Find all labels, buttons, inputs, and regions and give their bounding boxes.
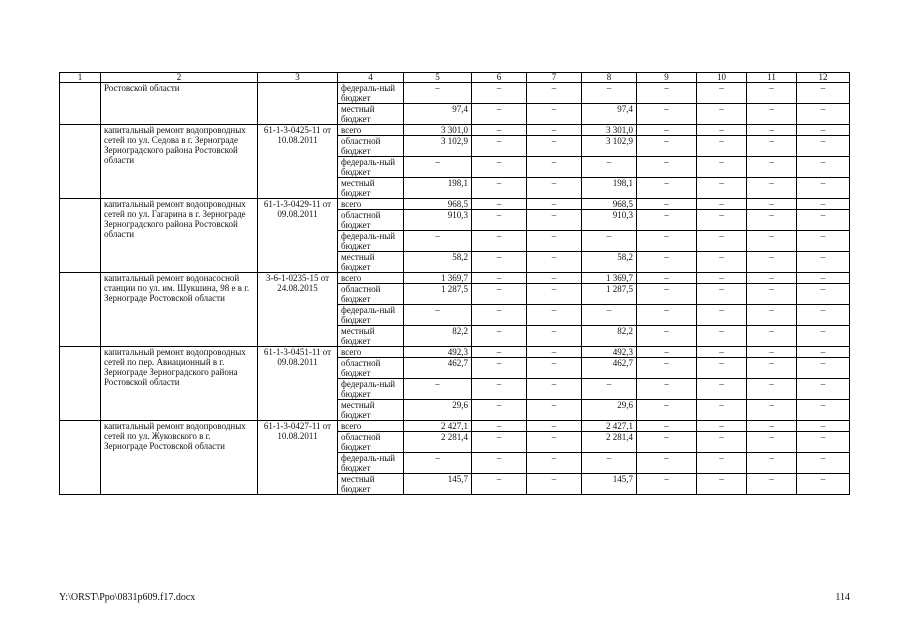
- value-cell-5: 968,5: [404, 199, 472, 210]
- value-cell-10: –: [697, 432, 747, 453]
- value-cell-12: –: [797, 157, 850, 178]
- value-cell-12: –: [797, 326, 850, 347]
- value-cell-7: –: [527, 104, 582, 125]
- value-cell-11: –: [747, 421, 797, 432]
- col-header-5: 5: [404, 73, 472, 83]
- value-cell-10: –: [697, 305, 747, 326]
- funding-source-cell: местный бюджет: [338, 178, 404, 199]
- value-cell-7: –: [527, 252, 582, 273]
- value-cell-11: –: [747, 358, 797, 379]
- funding-source-cell: всего: [338, 125, 404, 136]
- value-cell-9: –: [637, 252, 697, 273]
- value-cell-7: –: [527, 400, 582, 421]
- value-cell-12: –: [797, 379, 850, 400]
- value-cell-5: 2 281,4: [404, 432, 472, 453]
- project-code-cell: 61-1-3-0425-11 от 10.08.2011: [258, 125, 338, 199]
- value-cell-9: –: [637, 358, 697, 379]
- value-cell-5: 3 301,0: [404, 125, 472, 136]
- value-cell-11: –: [747, 326, 797, 347]
- object-name-cell: капитальный ремонт водопроводных сетей по пер. Авиационный в г. Зернограде Зерноградского района Ростовской области: [101, 347, 258, 421]
- table-row: [60, 347, 850, 358]
- budget-table: [59, 72, 850, 495]
- funding-source-cell: федераль-ный бюджет: [338, 305, 404, 326]
- value-cell-5: –: [404, 379, 472, 400]
- value-cell-10: –: [697, 284, 747, 305]
- value-cell-6: –: [472, 474, 527, 495]
- col-header-9: 9: [637, 73, 697, 83]
- value-cell-5: 97,4: [404, 104, 472, 125]
- value-cell-7: –: [527, 210, 582, 231]
- value-cell-9: –: [637, 273, 697, 284]
- value-cell-7: –: [527, 326, 582, 347]
- value-cell-6: –: [472, 453, 527, 474]
- project-code-cell: 3-6-1-0235-15 от 24.08.2015: [258, 273, 338, 347]
- funding-source-cell: местный бюджет: [338, 400, 404, 421]
- funding-source-cell: местный бюджет: [338, 252, 404, 273]
- table-row: [60, 83, 850, 104]
- col-header-6: 6: [472, 73, 527, 83]
- value-cell-12: –: [797, 305, 850, 326]
- col-header-10: 10: [697, 73, 747, 83]
- funding-source-cell: всего: [338, 347, 404, 358]
- funding-source-cell: всего: [338, 273, 404, 284]
- table-row: [60, 273, 850, 284]
- value-cell-9: –: [637, 157, 697, 178]
- value-cell-8: 1 369,7: [582, 273, 637, 284]
- value-cell-11: –: [747, 347, 797, 358]
- value-cell-12: –: [797, 252, 850, 273]
- value-cell-5: –: [404, 453, 472, 474]
- value-cell-8: 2 281,4: [582, 432, 637, 453]
- value-cell-8: 198,1: [582, 178, 637, 199]
- table-row: [60, 125, 850, 136]
- value-cell-7: –: [527, 231, 582, 252]
- value-cell-9: –: [637, 178, 697, 199]
- value-cell-10: –: [697, 157, 747, 178]
- value-cell-9: –: [637, 326, 697, 347]
- value-cell-10: –: [697, 347, 747, 358]
- value-cell-6: –: [472, 252, 527, 273]
- value-cell-12: –: [797, 104, 850, 125]
- value-cell-11: –: [747, 453, 797, 474]
- value-cell-8: –: [582, 157, 637, 178]
- value-cell-10: –: [697, 252, 747, 273]
- value-cell-5: 462,7: [404, 358, 472, 379]
- value-cell-6: –: [472, 347, 527, 358]
- value-cell-7: –: [527, 284, 582, 305]
- value-cell-8: 1 287,5: [582, 284, 637, 305]
- value-cell-10: –: [697, 326, 747, 347]
- value-cell-10: –: [697, 83, 747, 104]
- value-cell-10: –: [697, 421, 747, 432]
- value-cell-6: –: [472, 421, 527, 432]
- value-cell-5: 29,6: [404, 400, 472, 421]
- value-cell-12: –: [797, 400, 850, 421]
- value-cell-9: –: [637, 453, 697, 474]
- value-cell-9: –: [637, 421, 697, 432]
- value-cell-9: –: [637, 474, 697, 495]
- value-cell-10: –: [697, 379, 747, 400]
- value-cell-12: –: [797, 358, 850, 379]
- value-cell-9: –: [637, 125, 697, 136]
- row-number-cell: [60, 125, 101, 199]
- value-cell-12: –: [797, 210, 850, 231]
- funding-source-cell: федераль-ный бюджет: [338, 453, 404, 474]
- col-header-8: 8: [582, 73, 637, 83]
- project-code-cell: 61-1-3-0429-11 от 09.08.2011: [258, 199, 338, 273]
- value-cell-12: –: [797, 474, 850, 495]
- value-cell-5: 82,2: [404, 326, 472, 347]
- value-cell-8: 29,6: [582, 400, 637, 421]
- value-cell-7: –: [527, 421, 582, 432]
- value-cell-11: –: [747, 136, 797, 157]
- value-cell-6: –: [472, 326, 527, 347]
- value-cell-5: 145,7: [404, 474, 472, 495]
- row-number-cell: [60, 83, 101, 125]
- table-row: [60, 421, 850, 432]
- value-cell-7: –: [527, 474, 582, 495]
- value-cell-11: –: [747, 432, 797, 453]
- value-cell-10: –: [697, 199, 747, 210]
- value-cell-10: –: [697, 453, 747, 474]
- value-cell-8: –: [582, 453, 637, 474]
- value-cell-7: –: [527, 358, 582, 379]
- value-cell-8: 910,3: [582, 210, 637, 231]
- object-name-cell: капитальный ремонт водопроводных сетей по ул. Седова в г. Зернограде Зерноградского района Ростовской области: [101, 125, 258, 199]
- value-cell-7: –: [527, 157, 582, 178]
- value-cell-11: –: [747, 400, 797, 421]
- value-cell-10: –: [697, 400, 747, 421]
- value-cell-7: –: [527, 125, 582, 136]
- document-file-path: Y:\ORST\Ppo\0831p609.f17.docx: [59, 592, 196, 603]
- value-cell-12: –: [797, 199, 850, 210]
- value-cell-11: –: [747, 210, 797, 231]
- value-cell-8: 145,7: [582, 474, 637, 495]
- value-cell-9: –: [637, 83, 697, 104]
- value-cell-8: 58,2: [582, 252, 637, 273]
- col-header-7: 7: [527, 73, 582, 83]
- value-cell-5: 1 369,7: [404, 273, 472, 284]
- value-cell-6: –: [472, 104, 527, 125]
- value-cell-9: –: [637, 347, 697, 358]
- project-code-cell: [258, 83, 338, 125]
- value-cell-7: –: [527, 347, 582, 358]
- value-cell-10: –: [697, 125, 747, 136]
- row-number-cell: [60, 347, 101, 421]
- value-cell-9: –: [637, 305, 697, 326]
- value-cell-11: –: [747, 83, 797, 104]
- value-cell-11: –: [747, 199, 797, 210]
- funding-source-cell: федераль-ный бюджет: [338, 83, 404, 104]
- value-cell-8: 968,5: [582, 199, 637, 210]
- col-header-11: 11: [747, 73, 797, 83]
- row-number-cell: [60, 199, 101, 273]
- value-cell-5: 492,3: [404, 347, 472, 358]
- value-cell-12: –: [797, 421, 850, 432]
- value-cell-11: –: [747, 157, 797, 178]
- funding-source-cell: федераль-ный бюджет: [338, 231, 404, 252]
- value-cell-12: –: [797, 231, 850, 252]
- project-code-cell: 61-1-3-0427-11 от 10.08.2011: [258, 421, 338, 495]
- value-cell-6: –: [472, 199, 527, 210]
- value-cell-9: –: [637, 400, 697, 421]
- value-cell-12: –: [797, 125, 850, 136]
- value-cell-9: –: [637, 104, 697, 125]
- value-cell-6: –: [472, 400, 527, 421]
- value-cell-8: 97,4: [582, 104, 637, 125]
- row-number-cell: [60, 421, 101, 495]
- value-cell-8: 82,2: [582, 326, 637, 347]
- value-cell-10: –: [697, 231, 747, 252]
- value-cell-6: –: [472, 379, 527, 400]
- value-cell-6: –: [472, 273, 527, 284]
- value-cell-9: –: [637, 210, 697, 231]
- value-cell-9: –: [637, 136, 697, 157]
- value-cell-5: 1 287,5: [404, 284, 472, 305]
- value-cell-9: –: [637, 379, 697, 400]
- value-cell-10: –: [697, 273, 747, 284]
- funding-source-cell: федераль-ный бюджет: [338, 157, 404, 178]
- funding-source-cell: всего: [338, 199, 404, 210]
- col-header-12: 12: [797, 73, 850, 83]
- value-cell-5: –: [404, 231, 472, 252]
- col-header-2: 2: [101, 73, 258, 83]
- value-cell-8: 3 301,0: [582, 125, 637, 136]
- value-cell-6: –: [472, 284, 527, 305]
- value-cell-6: –: [472, 136, 527, 157]
- col-header-4: 4: [338, 73, 404, 83]
- value-cell-12: –: [797, 453, 850, 474]
- value-cell-6: –: [472, 83, 527, 104]
- value-cell-9: –: [637, 284, 697, 305]
- value-cell-11: –: [747, 252, 797, 273]
- value-cell-11: –: [747, 125, 797, 136]
- object-name-cell: капитальный ремонт водопроводных сетей по ул. Жуковского в г. Зернограде Ростовской области: [101, 421, 258, 495]
- value-cell-10: –: [697, 210, 747, 231]
- value-cell-12: –: [797, 347, 850, 358]
- value-cell-6: –: [472, 210, 527, 231]
- value-cell-5: 3 102,9: [404, 136, 472, 157]
- object-name-cell: капитальный ремонт водонасосной станции по ул. им. Шукшина, 98 е в г. Зернограде Ростовской области: [101, 273, 258, 347]
- value-cell-11: –: [747, 178, 797, 199]
- col-header-3: 3: [258, 73, 338, 83]
- value-cell-8: –: [582, 305, 637, 326]
- funding-source-cell: областной бюджет: [338, 284, 404, 305]
- value-cell-11: –: [747, 474, 797, 495]
- funding-source-cell: всего: [338, 421, 404, 432]
- value-cell-6: –: [472, 178, 527, 199]
- value-cell-6: –: [472, 157, 527, 178]
- project-code-cell: 61-1-3-0451-11 от 09.08.2011: [258, 347, 338, 421]
- value-cell-6: –: [472, 432, 527, 453]
- col-header-1: 1: [60, 73, 101, 83]
- object-name-cell: капитальный ремонт водопроводных сетей по ул. Гагарина в г. Зернограде Зерноградского района Ростовской области: [101, 199, 258, 273]
- value-cell-9: –: [637, 199, 697, 210]
- funding-source-cell: областной бюджет: [338, 136, 404, 157]
- value-cell-8: –: [582, 83, 637, 104]
- value-cell-7: –: [527, 453, 582, 474]
- value-cell-7: –: [527, 83, 582, 104]
- value-cell-11: –: [747, 231, 797, 252]
- funding-source-cell: областной бюджет: [338, 358, 404, 379]
- table-row: [60, 199, 850, 210]
- funding-source-cell: местный бюджет: [338, 326, 404, 347]
- value-cell-7: –: [527, 273, 582, 284]
- value-cell-7: –: [527, 136, 582, 157]
- value-cell-8: 462,7: [582, 358, 637, 379]
- value-cell-8: –: [582, 379, 637, 400]
- value-cell-10: –: [697, 474, 747, 495]
- funding-source-cell: федераль-ный бюджет: [338, 379, 404, 400]
- column-number-row: [60, 73, 850, 83]
- value-cell-8: 2 427,1: [582, 421, 637, 432]
- value-cell-7: –: [527, 178, 582, 199]
- value-cell-10: –: [697, 136, 747, 157]
- funding-source-cell: местный бюджет: [338, 104, 404, 125]
- value-cell-5: –: [404, 157, 472, 178]
- value-cell-10: –: [697, 358, 747, 379]
- value-cell-8: –: [582, 231, 637, 252]
- value-cell-12: –: [797, 178, 850, 199]
- value-cell-12: –: [797, 136, 850, 157]
- funding-source-cell: местный бюджет: [338, 474, 404, 495]
- value-cell-7: –: [527, 305, 582, 326]
- value-cell-9: –: [637, 231, 697, 252]
- value-cell-11: –: [747, 379, 797, 400]
- value-cell-8: 492,3: [582, 347, 637, 358]
- row-number-cell: [60, 273, 101, 347]
- object-name-cell: Ростовской области: [101, 83, 258, 125]
- value-cell-10: –: [697, 104, 747, 125]
- value-cell-6: –: [472, 305, 527, 326]
- value-cell-8: 3 102,9: [582, 136, 637, 157]
- value-cell-7: –: [527, 379, 582, 400]
- value-cell-11: –: [747, 284, 797, 305]
- funding-source-cell: областной бюджет: [338, 432, 404, 453]
- value-cell-11: –: [747, 104, 797, 125]
- value-cell-11: –: [747, 305, 797, 326]
- value-cell-7: –: [527, 432, 582, 453]
- value-cell-5: 198,1: [404, 178, 472, 199]
- value-cell-6: –: [472, 358, 527, 379]
- funding-source-cell: областной бюджет: [338, 210, 404, 231]
- value-cell-5: –: [404, 83, 472, 104]
- value-cell-11: –: [747, 273, 797, 284]
- value-cell-12: –: [797, 83, 850, 104]
- value-cell-12: –: [797, 273, 850, 284]
- value-cell-12: –: [797, 284, 850, 305]
- value-cell-9: –: [637, 432, 697, 453]
- value-cell-5: 58,2: [404, 252, 472, 273]
- page-number: 114: [835, 592, 850, 603]
- value-cell-5: 910,3: [404, 210, 472, 231]
- value-cell-5: 2 427,1: [404, 421, 472, 432]
- value-cell-12: –: [797, 432, 850, 453]
- value-cell-7: –: [527, 199, 582, 210]
- value-cell-10: –: [697, 178, 747, 199]
- value-cell-6: –: [472, 125, 527, 136]
- value-cell-6: –: [472, 231, 527, 252]
- value-cell-5: –: [404, 305, 472, 326]
